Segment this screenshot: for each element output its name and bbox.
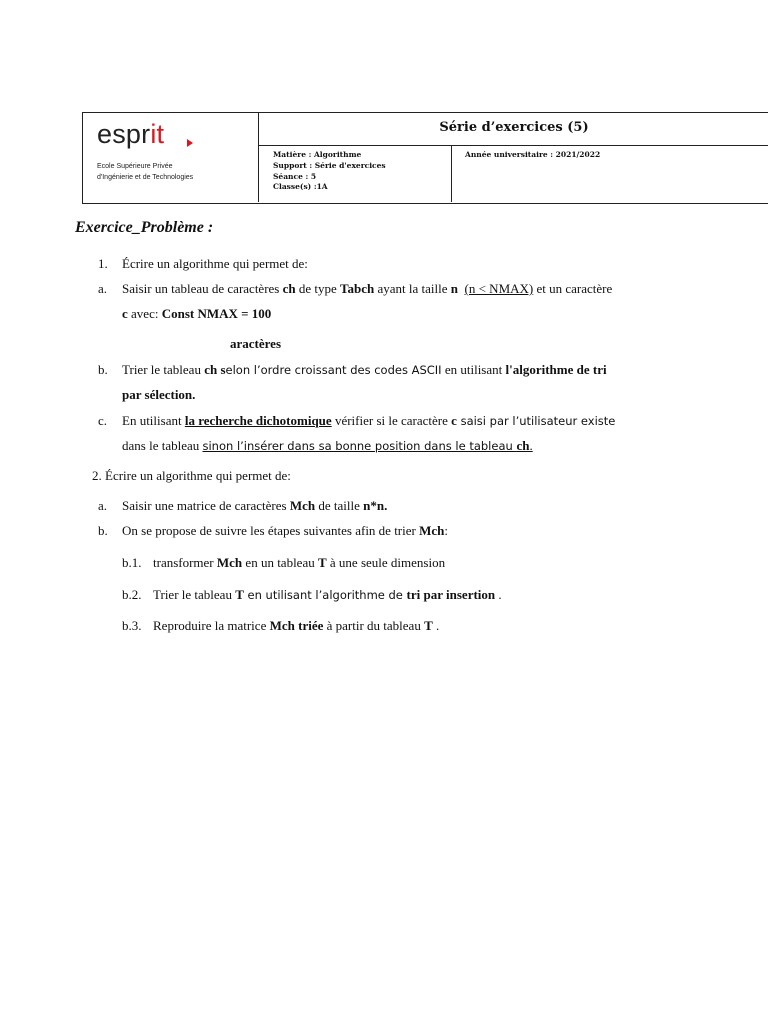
logo-text-main: espr	[97, 119, 151, 149]
bold-text: Mch	[216, 555, 243, 570]
text: saisi par l’utilisateur existe	[456, 414, 616, 428]
ex2-b1-marker: b.1.	[122, 555, 142, 570]
bold-text: Mch	[289, 498, 316, 513]
series-title: Série d’exercices (5)	[259, 113, 768, 146]
esprit-logo	[97, 119, 164, 150]
ex2-b2-line	[153, 587, 502, 603]
ex1-intro: Écrire un algorithme qui permet de:	[122, 256, 308, 271]
ex1-a-line1	[122, 281, 612, 297]
bold-text: T	[317, 555, 327, 570]
logo-cell	[83, 113, 259, 202]
text: en utilisant l’algorithme de	[243, 588, 407, 602]
course-info	[259, 146, 452, 202]
text: elon l’ordre croissant des codes ASCII	[225, 363, 442, 377]
text: à partir du tableau	[323, 618, 425, 633]
text: Saisir une matrice de caractères	[122, 498, 290, 513]
text: On se propose de suivre les étapes suivantes afin de trier	[122, 523, 420, 538]
text: à une seule dimension	[326, 555, 446, 570]
text: de type	[295, 281, 341, 296]
bold-text: tri par insertion	[406, 587, 496, 602]
text: vérifier si le caractère	[331, 413, 452, 428]
text: et un caractère	[533, 281, 613, 296]
info-session: Séance : 5	[273, 171, 317, 181]
underlined-text: sinon l’insérer dans sa bonne position dans le tableau	[202, 439, 517, 453]
logo-arrow-icon	[187, 139, 193, 147]
text: transformer	[153, 555, 217, 570]
info-class: Classe(s) :1A	[273, 182, 328, 192]
ex2-a-line	[122, 498, 387, 514]
text: .	[432, 618, 440, 633]
ex2-b-line	[122, 523, 448, 539]
bold-text: c	[122, 306, 128, 321]
text: :	[444, 523, 449, 538]
exercise-heading: Exercice_Problème :	[75, 219, 214, 236]
bold-text: T	[424, 618, 433, 633]
ex1-c-line1	[122, 413, 615, 429]
ex2-b-marker: b.	[98, 523, 108, 538]
academic-year: Année universitaire : 2021/2022	[465, 150, 601, 159]
ex1-a-line2	[122, 306, 271, 322]
header-table	[82, 112, 768, 204]
logo-tagline-2: d'Ingénierie et de Technologies	[97, 174, 194, 181]
bold-text: n	[450, 281, 459, 296]
text: en utilisant	[441, 362, 506, 377]
bold-text: l'algorithme de tri	[505, 362, 607, 377]
logo-tagline	[97, 161, 193, 183]
bold-text: Const NMAX = 100	[161, 306, 272, 321]
ex1-b-line2: par sélection.	[122, 387, 196, 402]
text: de taille	[315, 498, 364, 513]
text: Reproduire la matrice	[153, 618, 270, 633]
text: Trier le tableau	[122, 362, 205, 377]
bold-text: T	[235, 587, 244, 602]
bold-text: ch	[282, 281, 296, 296]
ex1-c-marker: c.	[98, 413, 108, 428]
text: dans le tableau	[122, 438, 203, 453]
text: Trier le tableau	[153, 587, 236, 602]
ex2-intro: 2. Écrire un algorithme qui permet de:	[92, 468, 291, 483]
bold-text: Tabch	[340, 281, 375, 296]
ex1-a-fragment: aractères	[230, 336, 282, 351]
ex1-b-line1	[122, 362, 607, 378]
ex2-b1-line	[153, 555, 445, 571]
text: ayant la taille	[374, 281, 451, 296]
info-subject: Matière : Algorithme	[273, 150, 362, 159]
bold-text: Mch	[419, 523, 445, 538]
logo-tagline-1: Ecole Supérieure Privée	[97, 163, 173, 170]
ex1-a-marker: a.	[98, 281, 108, 296]
ex2-b3-line	[153, 618, 439, 634]
logo-text-accent: it	[150, 119, 165, 149]
text: avec:	[127, 306, 162, 321]
underlined-text: (n < NMAX)	[464, 281, 534, 296]
bold-text: c	[451, 413, 457, 428]
text: en un tableau	[242, 555, 318, 570]
bold-underlined-text: la recherche dichotomique	[184, 413, 332, 428]
info-support: Support : Série d'exercices	[273, 160, 386, 170]
text: .	[495, 587, 502, 602]
bold-text: n*n.	[363, 498, 388, 513]
text: Saisir un tableau de caractères	[122, 281, 283, 296]
ex2-a-marker: a.	[98, 498, 108, 513]
text: En utilisant	[122, 413, 185, 428]
ex2-b3-marker: b.3.	[122, 618, 142, 633]
ex1-number: 1.	[98, 256, 108, 271]
bold-text: ch s	[204, 362, 226, 377]
ex2-b2-marker: b.2.	[122, 587, 142, 602]
ex1-c-line2	[122, 438, 533, 454]
ex1-b-marker: b.	[98, 362, 108, 377]
bold-text: Mch triée	[269, 618, 324, 633]
bold-underlined-text: ch	[516, 438, 530, 453]
underlined-text: .	[529, 438, 533, 453]
